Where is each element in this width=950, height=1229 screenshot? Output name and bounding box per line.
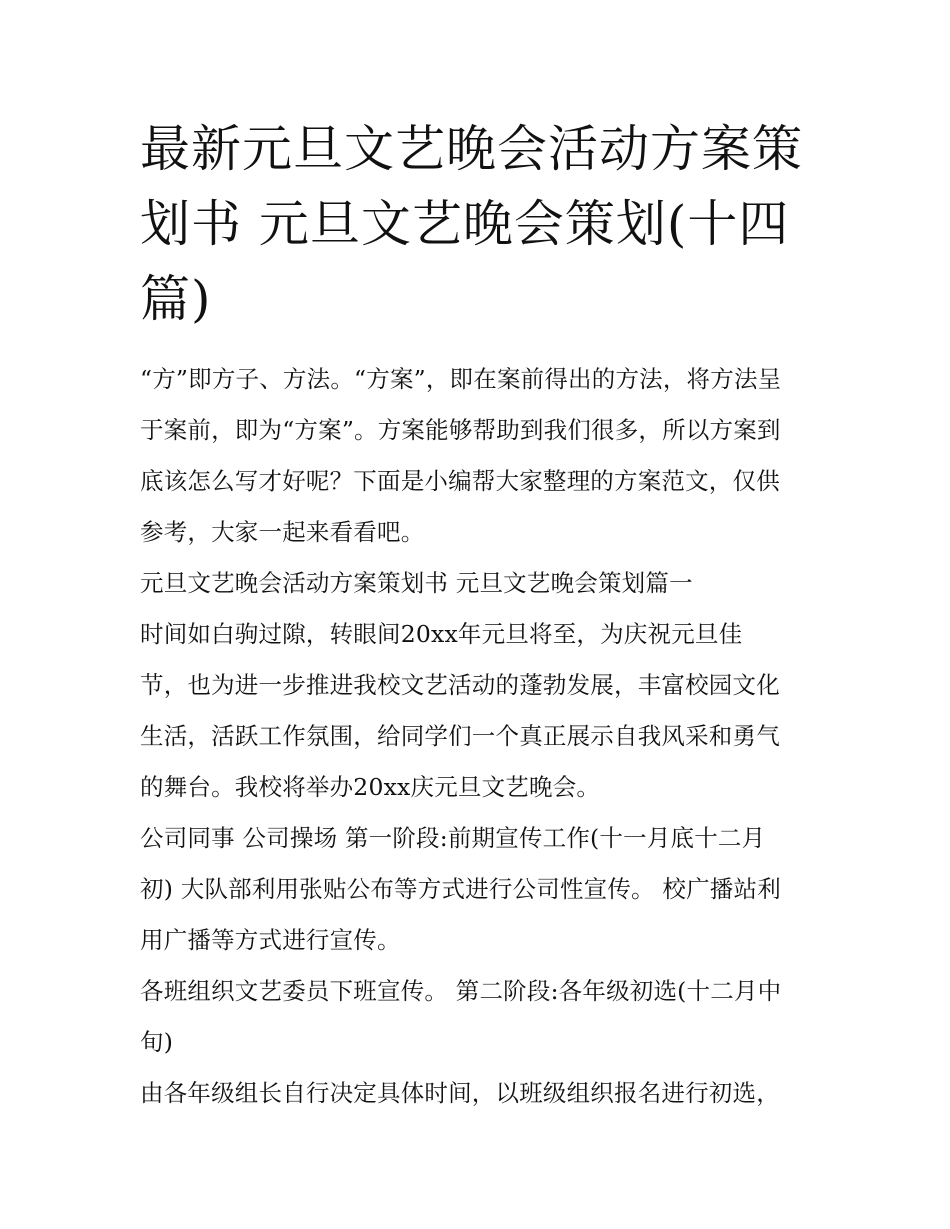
title-line: 篇)	[140, 270, 212, 328]
text-line: 生活，活跃工作氛围，给同学们一个真正展示自我风采和勇气	[140, 722, 780, 750]
body-paragraph	[140, 966, 820, 1068]
intro-paragraph	[140, 354, 820, 558]
text-line: 公司同事 公司操场 第一阶段:前期宣传工作(十一月底十二月	[140, 824, 766, 852]
body-paragraph	[140, 813, 820, 966]
text-line: “方”即方子、方法。“方案”，即在案前得出的方法，将方法呈	[140, 365, 782, 393]
text-line: 底该怎么写才好呢？下面是小编帮大家整理的方案范文，仅供	[140, 467, 780, 495]
document-title	[140, 112, 820, 337]
text-line: 旬)	[140, 1028, 174, 1056]
text-line: 的舞台。我校将举办20xx庆元旦文艺晚会。	[140, 773, 601, 801]
text-line: 时间如白驹过隙，转眼间20xx年元旦将至，为庆祝元旦佳	[140, 620, 743, 648]
text-line: 节，也为进一步推进我校文艺活动的蓬勃发展，丰富校园文化	[140, 671, 780, 699]
body-paragraph	[140, 609, 820, 813]
title-line: 最新元旦文艺晚会活动方案策	[140, 120, 803, 178]
text-line: 于案前，即为“方案”。方案能够帮助到我们很多，所以方案到	[140, 416, 781, 444]
text-line: 各班组织文艺委员下班宣传。 第二阶段:各年级初选(十二月中	[140, 977, 782, 1005]
section-heading	[140, 558, 820, 609]
title-line: 划书 元旦文艺晚会策划(十四	[140, 195, 790, 253]
text-line: 由各年级组长自行决定具体时间，以班级组织报名进行初选，	[140, 1079, 780, 1107]
text-line: 参考，大家一起来看看吧。	[140, 518, 425, 546]
text-line: 元旦文艺晚会活动方案策划书 元旦文艺晚会策划篇一	[140, 569, 693, 597]
text-line: 初) 大队部利用张贴公布等方式进行公司性宣传。 校广播站利	[140, 875, 781, 903]
document-body	[140, 354, 820, 1119]
body-paragraph	[140, 1068, 820, 1119]
text-line: 用广播等方式进行宣传。	[140, 926, 401, 954]
